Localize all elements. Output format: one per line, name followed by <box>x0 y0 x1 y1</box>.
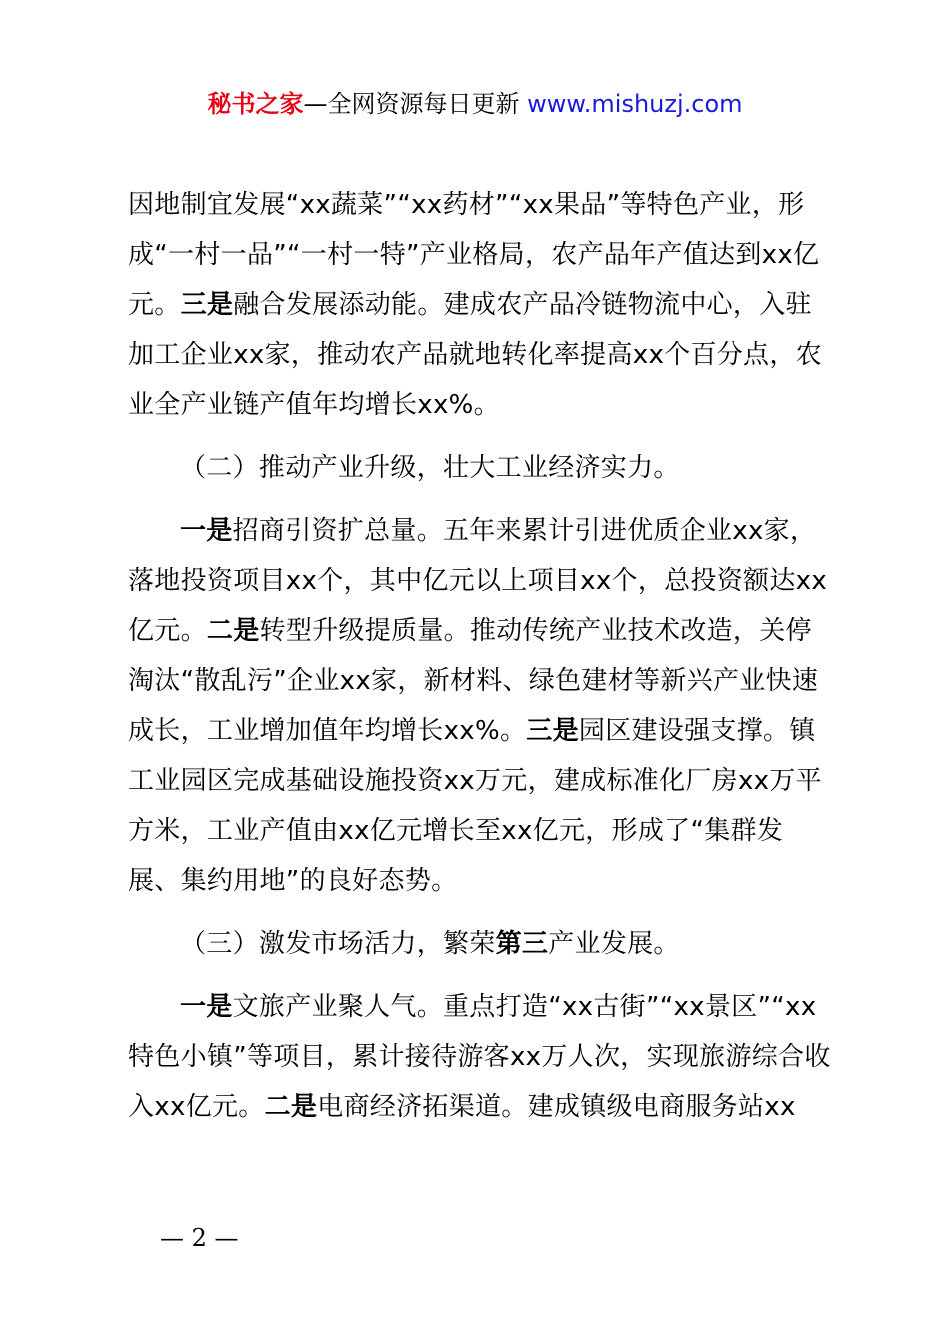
bold-lead: 二是 <box>206 616 260 646</box>
site-header <box>0 86 950 122</box>
paragraph-agriculture <box>128 180 833 430</box>
bold-lead: 一是 <box>180 516 233 546</box>
heading-text: （三）激发市场活力，繁荣 <box>180 929 496 959</box>
paragraph-text: 电商经济拓渠道。建成镇级电商服务站xx <box>317 1092 796 1122</box>
site-tagline: —全网资源每日更新 <box>303 90 520 118</box>
site-url-link[interactable]: www.mishuzj.com <box>527 90 743 118</box>
bold-lead: 三是 <box>526 716 579 746</box>
bold-lead: 二是 <box>264 1092 318 1122</box>
paragraph-text: 融合发展添动能。建成农产品冷链物流中心，入驻加工企业xx家，推动农产品就地转化率提高xx个百分点，农业全产业链产值年均增长xx%。 <box>128 290 822 420</box>
paragraph-text: 文旅产业聚人气。重点打造“xx古街”“xx景区”“xx特色小镇”等项目，累计接待游客xx万人次，实现旅游综合收入xx亿元。 <box>128 992 831 1122</box>
paragraph-tertiary <box>128 982 833 1132</box>
site-brand: 秘书之家 <box>207 90 304 118</box>
paragraph-industry <box>128 506 833 906</box>
heading-text: 产业发展。 <box>548 929 680 959</box>
bold-lead: 一是 <box>180 992 233 1022</box>
section-heading-tertiary <box>128 919 833 969</box>
bold-lead: 三是 <box>180 290 234 320</box>
paragraph-text: 园区建设强支撑。镇工业园区完成基础设施投资xx万元，建成标准化厂房xx万平方米，工业产值由xx亿元增长至xx亿元，形成了“集群发展、集约用地”的良好态势。 <box>128 716 822 896</box>
section-heading-industry: （二）推动产业升级，壮大工业经济实力。 <box>180 453 680 483</box>
page-number: — 2 — <box>160 1224 239 1252</box>
paragraph-text: 转型升级提质量。推动传统产业技术改造，关停淘汰“散乱污”企业xx家，新材料、绿色建材等新兴产业快速成长，工业增加值年均增长xx%。 <box>128 616 819 746</box>
document-body <box>128 180 833 1132</box>
paragraph-text: 招商引资扩总量。五年来累计引进优质企业xx家，落地投资项目xx个，其中亿元以上项目xx个，总投资额达xx亿元。 <box>128 516 828 646</box>
paragraph-text: 因地制宜发展“xx蔬菜”“xx药材”“xx果品”等特色产业，形成“一村一品”“一村一特”产业格局，农产品年产值达到xx亿元。 <box>128 190 820 320</box>
bold-lead: 第三 <box>495 929 549 959</box>
